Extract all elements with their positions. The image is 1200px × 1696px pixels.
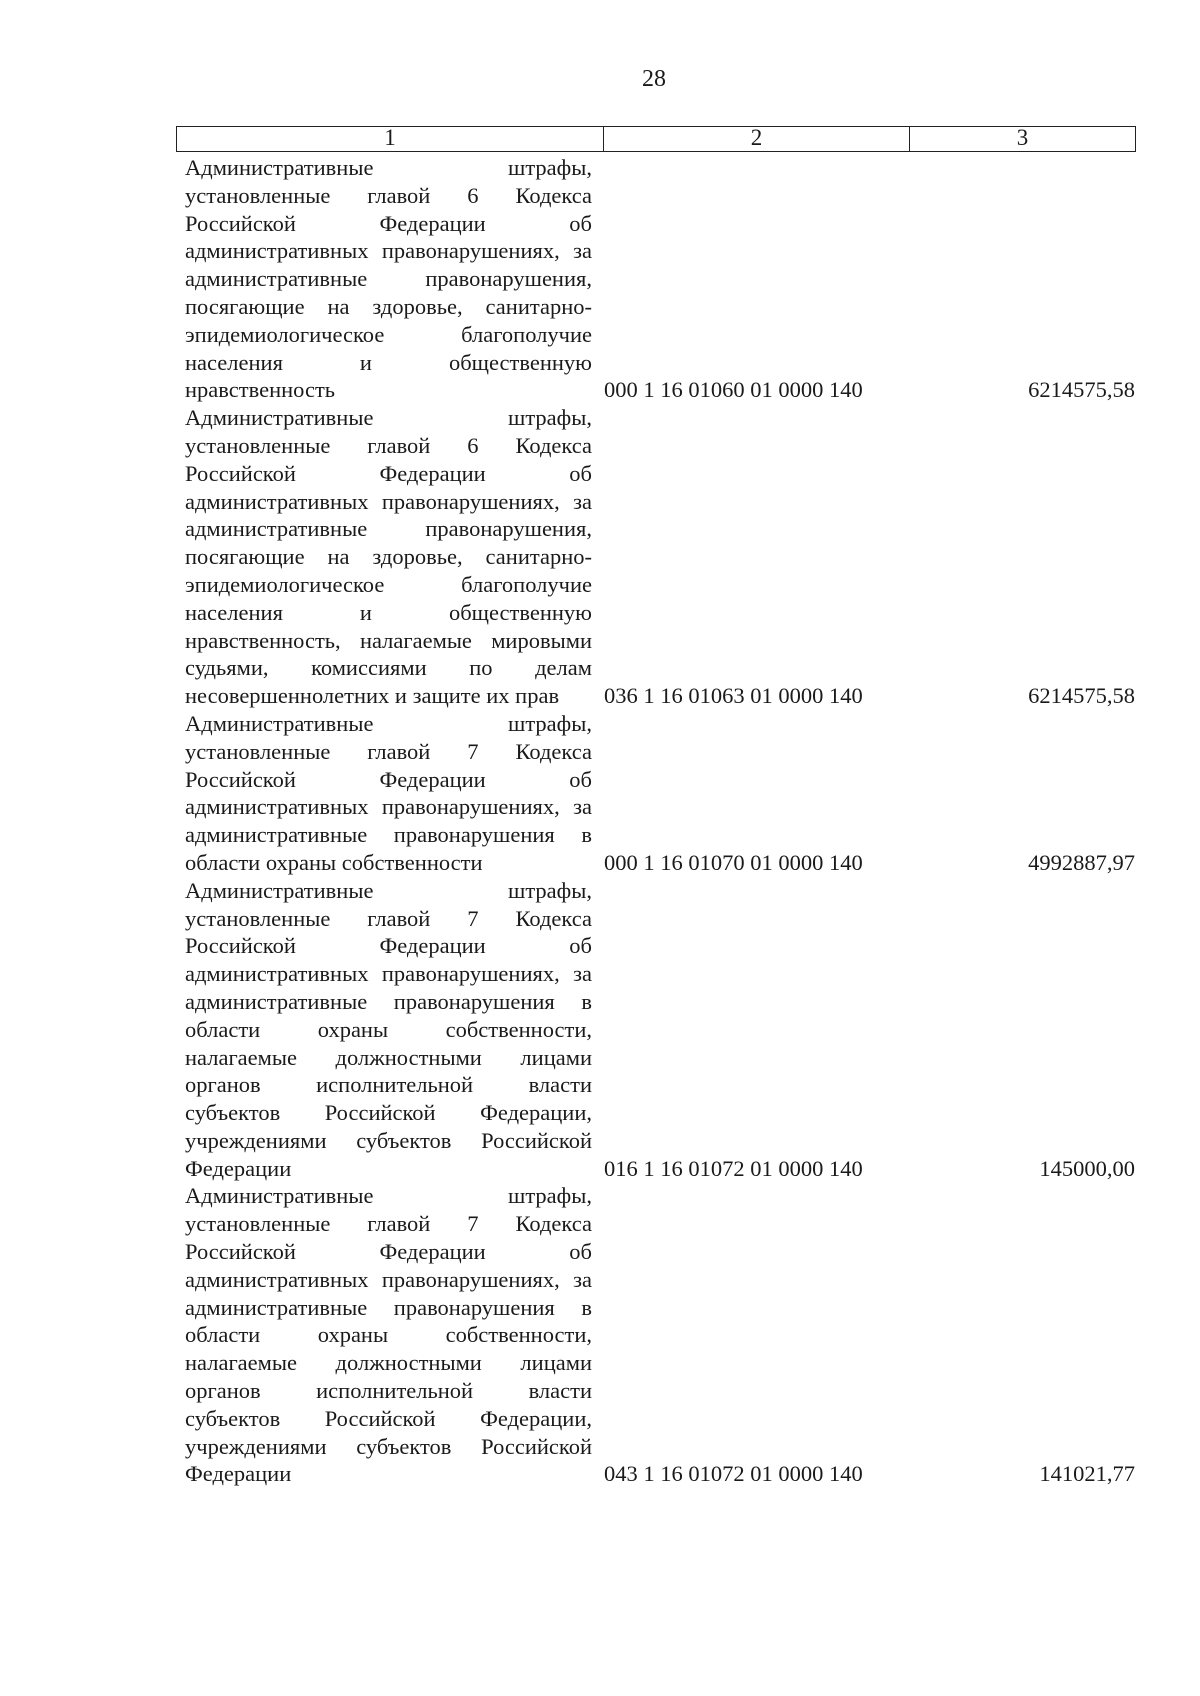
row-code: 043 1 16 01072 01 0000 140 [604,1461,863,1487]
page-number: 28 [642,66,666,92]
row-amount: 141021,77 [1039,1461,1135,1487]
row-amount: 4992887,97 [1028,849,1135,875]
column-header-1: 1 [177,127,604,151]
row-description: Административные штрафы, установленные главой 6 Кодекса Российской Федерации об административных правонарушениях, за административные правонарушения, посягающие на здоровье, санитарно-эпидемиологическое благополучие населения и общественную нравственность, налагаемые мировыми судьями, комиссиями по делам несовершеннолетних и защите их прав [185,405,592,709]
table-body [185,154,1135,1488]
column-header-2: 2 [604,127,910,151]
table-row [185,710,1135,877]
row-amount: 6214575,58 [1028,377,1135,403]
row-code: 016 1 16 01072 01 0000 140 [604,1155,863,1181]
row-amount: 145000,00 [1039,1155,1135,1181]
row-description: Административные штрафы, установленные главой 7 Кодекса Российской Федерации об административных правонарушениях, за административные правонарушения в области охраны собственности, налагаемые должностными лицами органов исполнительной власти субъектов Российской Федерации, учреждениями субъектов Российской Федерации [185,877,592,1181]
table-row [185,877,1135,1183]
table-row [185,154,1135,404]
row-code: 000 1 16 01070 01 0000 140 [604,849,863,875]
row-description: Административные штрафы, установленные главой 6 Кодекса Российской Федерации об административных правонарушениях, за административные правонарушения, посягающие на здоровье, санитарно-эпидемиологическое благополучие населения и общественную нравственность [185,155,592,403]
row-description: Административные штрафы, установленные главой 7 Кодекса Российской Федерации об административных правонарушениях, за административные правонарушения в области охраны собственности, налагаемые должностными лицами органов исполнительной власти субъектов Российской Федерации, учреждениями субъектов Российской Федерации [185,1183,592,1487]
row-code: 000 1 16 01060 01 0000 140 [604,377,863,403]
row-description: Административные штрафы, установленные главой 7 Кодекса Российской Федерации об административных правонарушениях, за административные правонарушения в области охраны собственности [185,710,592,875]
row-code: 036 1 16 01063 01 0000 140 [604,683,863,709]
row-amount: 6214575,58 [1028,683,1135,709]
table-row [185,1182,1135,1488]
table-header [176,126,1136,152]
column-header-3: 3 [1016,125,1029,150]
table-row [185,404,1135,710]
